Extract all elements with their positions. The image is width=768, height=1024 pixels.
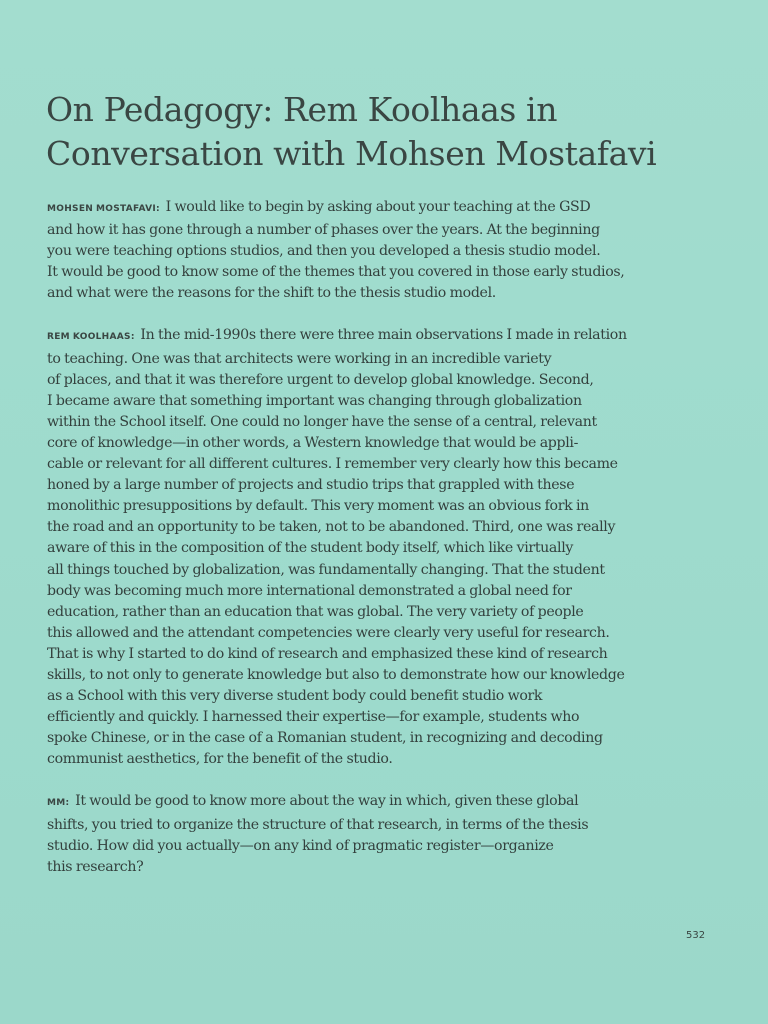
- paragraph-line: within the School itself. One could no longer have the sense of a central, relevant: [47, 413, 597, 430]
- article-title: [46, 88, 736, 176]
- paragraph-line: efficiently and quickly. I harnessed their expertise—for example, students who: [47, 709, 580, 726]
- paragraph-line: of places, and that it was therefore urgent to develop global knowledge. Second,: [47, 371, 594, 388]
- speaker-label: REM KOOLHAAS:: [47, 332, 135, 343]
- paragraph-line: body was becoming much more international demonstrated a global need for: [47, 582, 572, 599]
- title-line-1: On Pedagogy: Rem Koolhaas in: [46, 90, 558, 129]
- paragraph-line: this allowed and the attendant competencies were clearly very useful for research.: [47, 624, 610, 641]
- paragraph-line: communist aesthetics, for the benefit of the studio.: [47, 751, 393, 768]
- paragraph-line: MOHSEN MOSTAFAVI: I would like to begin by asking about your teaching at the GSD: [47, 199, 591, 215]
- paragraph-line: It would be good to know some of the themes that you covered in those early studios,: [47, 264, 625, 281]
- title-line-2: Conversation with Mohsen Mostafavi: [46, 134, 657, 173]
- paragraph-line: and what were the reasons for the shift to the thesis studio model.: [47, 285, 496, 302]
- speaker-label: MOHSEN MOSTAFAVI:: [47, 204, 160, 214]
- paragraph-koolhaas-1: [47, 325, 737, 770]
- paragraph-line: and how it has gone through a number of phases over the years. At the beginning: [47, 222, 600, 239]
- paragraph-line: this research?: [47, 858, 144, 875]
- paragraph-line: the road and an opportunity to be taken, not to be abandoned. Third, one was really: [47, 519, 616, 536]
- paragraph-line: monolithic presuppositions by default. This very moment was an obvious fork in: [47, 498, 589, 515]
- paragraph-line: to teaching. One was that architects were working in an incredible variety: [47, 350, 552, 367]
- paragraph-mostafavi-1: [47, 197, 737, 304]
- paragraph-line: shifts, you tried to organize the structure of that research, in terms of the thesis: [47, 816, 589, 833]
- paragraph-line: cable or relevant for all different cultures. I remember very clearly how this became: [47, 456, 618, 473]
- paragraph-line: you were teaching options studios, and then you developed a thesis studio model.: [47, 243, 601, 260]
- paragraph-mostafavi-2: [47, 791, 737, 877]
- article-body: [47, 197, 737, 899]
- page-number: 532: [686, 930, 706, 941]
- paragraph-line: skills, to not only to generate knowledge but also to demonstrate how our knowledge: [47, 666, 625, 683]
- paragraph-line: aware of this in the composition of the student body itself, which like virtually: [47, 540, 574, 557]
- paragraph-line: honed by a large number of projects and studio trips that grappled with these: [47, 477, 575, 494]
- paragraph-line: That is why I started to do kind of research and emphasized these kind of research: [47, 645, 608, 662]
- paragraph-line: as a School with this very diverse student body could benefit studio work: [47, 688, 543, 705]
- paragraph-line: spoke Chinese, or in the case of a Romanian student, in recognizing and decoding: [47, 730, 603, 747]
- paragraph-line: all things touched by globalization, was fundamentally changing. That the student: [47, 561, 605, 578]
- speaker-label: MM:: [47, 798, 70, 809]
- paragraph-line: studio. How did you actually—on any kind of pragmatic register—organize: [47, 837, 554, 854]
- paragraph-line: education, rather than an education that was global. The very variety of people: [47, 603, 584, 620]
- paragraph-line: core of knowledge—in other words, a Western knowledge that would be appli-: [47, 434, 579, 451]
- paragraph-line: REM KOOLHAAS: In the mid-1990s there were three main observations I made in relation: [47, 327, 627, 344]
- paragraph-line: MM: It would be good to know more about the way in which, given these global: [47, 793, 579, 810]
- paragraph-line: I became aware that something important was changing through globalization: [47, 392, 582, 409]
